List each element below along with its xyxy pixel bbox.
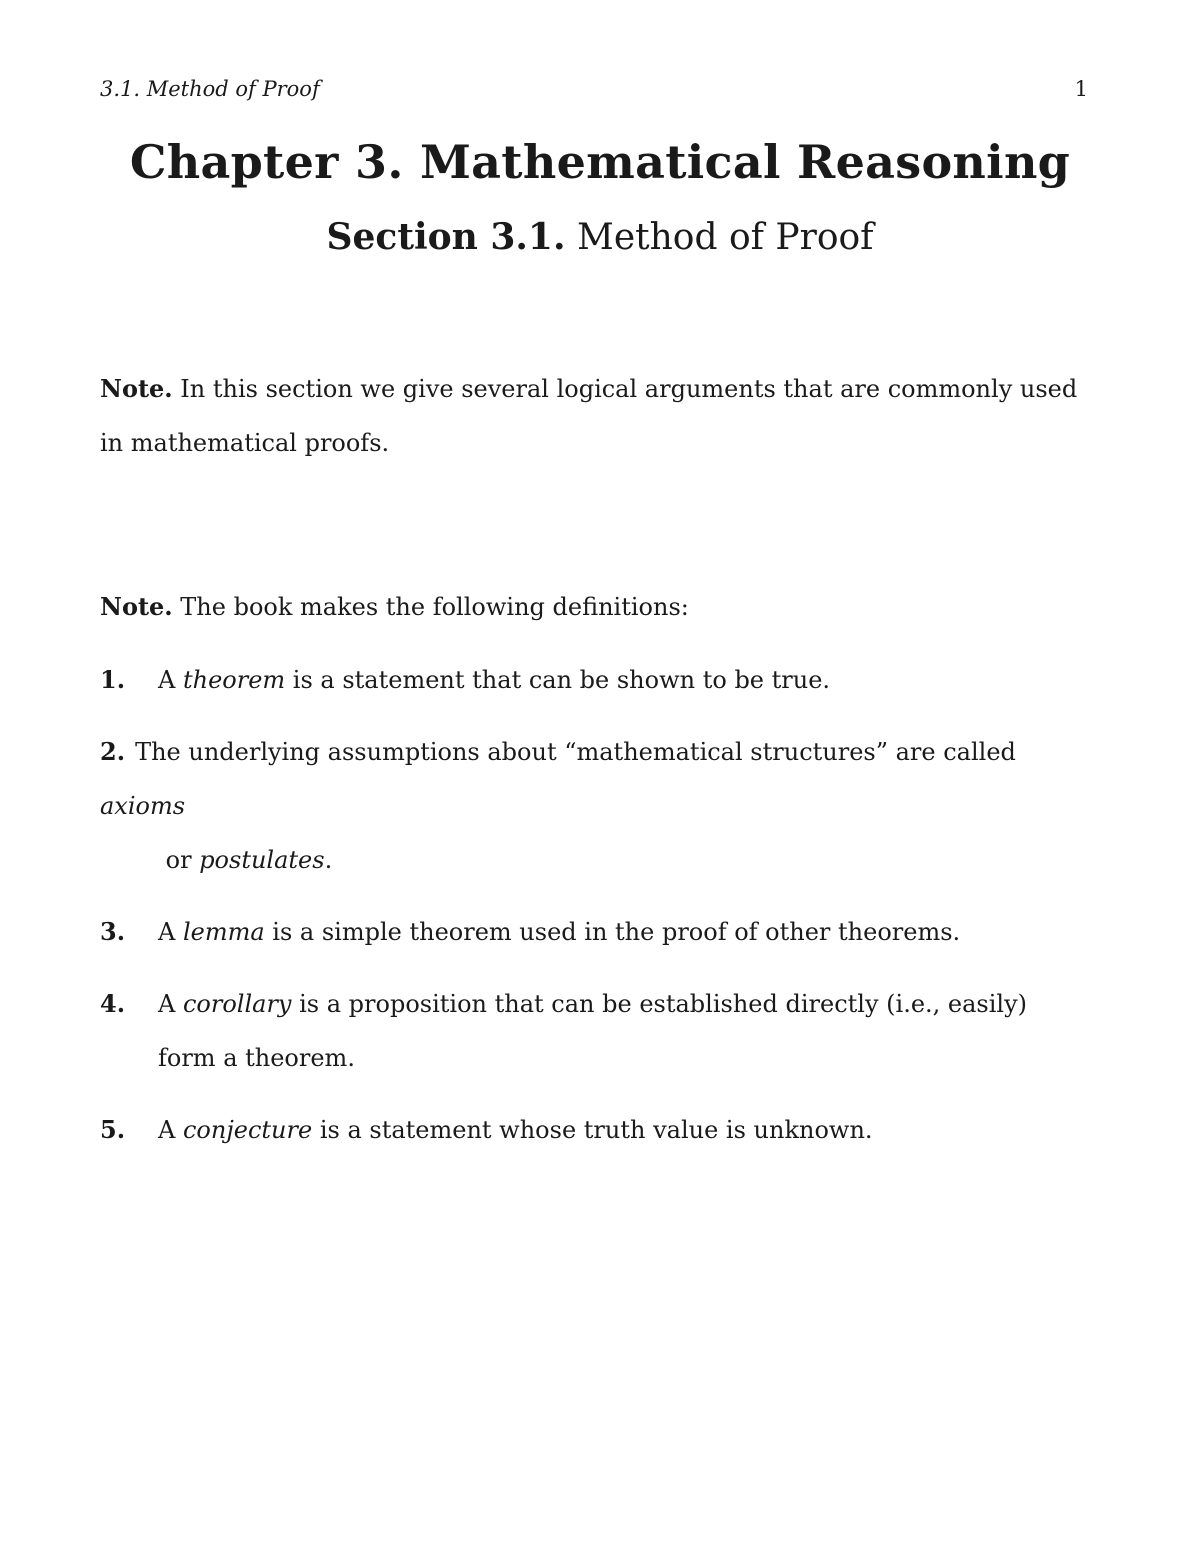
- item-text-before: A: [158, 1116, 183, 1144]
- running-head-title: 3.1. Method of Proof: [100, 77, 320, 101]
- note-text: The book makes the following definitions:: [180, 593, 689, 621]
- item-text-before: A: [158, 990, 183, 1018]
- defined-term: lemma: [182, 918, 265, 946]
- item-number: 3.: [100, 917, 126, 946]
- definition-item-conjecture: [100, 1103, 1090, 1157]
- page-number: 1: [1074, 77, 1088, 101]
- item-text-before: The underlying assumptions about “mathematical structures” are called: [135, 738, 1016, 766]
- item-text-middle: or: [158, 846, 200, 874]
- definition-item-corollary: [100, 977, 1090, 1085]
- running-head: [100, 74, 1088, 104]
- item-number: 5.: [100, 1115, 126, 1144]
- section-title: [0, 212, 1200, 263]
- definition-item-axioms: [100, 725, 1090, 887]
- section-number: Section 3.1.: [326, 216, 566, 258]
- note-paragraph-1: [100, 362, 1090, 470]
- item-text-after: is a statement that can be shown to be true.: [285, 666, 831, 694]
- defined-term: theorem: [182, 666, 286, 694]
- item-number: 4.: [100, 989, 126, 1018]
- defined-term: axioms: [100, 792, 186, 820]
- definition-item-lemma: [100, 905, 1090, 959]
- section-name: Method of Proof: [576, 217, 874, 258]
- note-text: In this section we give several logical arguments that are commonly used in mathematical proofs.: [100, 375, 1078, 457]
- note-paragraph-2: [100, 580, 1090, 634]
- item-number: 2.: [100, 737, 126, 766]
- note-label: Note.: [100, 374, 173, 403]
- chapter-title: Chapter 3. Mathematical Reasoning: [129, 135, 1071, 189]
- item-text-after: .: [324, 846, 333, 874]
- item-text-after: is a proposition that can be established directly (i.e., easily) form a theorem.: [158, 990, 1028, 1072]
- item-text-before: A: [158, 666, 183, 694]
- note-label: Note.: [100, 592, 173, 621]
- defined-term: corollary: [182, 990, 292, 1018]
- defined-term: postulates: [199, 846, 325, 874]
- item-text-after: is a simple theorem used in the proof of other theorems.: [264, 918, 961, 946]
- item-number: 1.: [100, 665, 126, 694]
- item-text-before: A: [158, 918, 183, 946]
- definition-item-theorem: [100, 653, 1090, 707]
- definitions-list: [100, 653, 1090, 1175]
- item-text-after: is a statement whose truth value is unknown.: [312, 1116, 873, 1144]
- defined-term: conjecture: [182, 1116, 313, 1144]
